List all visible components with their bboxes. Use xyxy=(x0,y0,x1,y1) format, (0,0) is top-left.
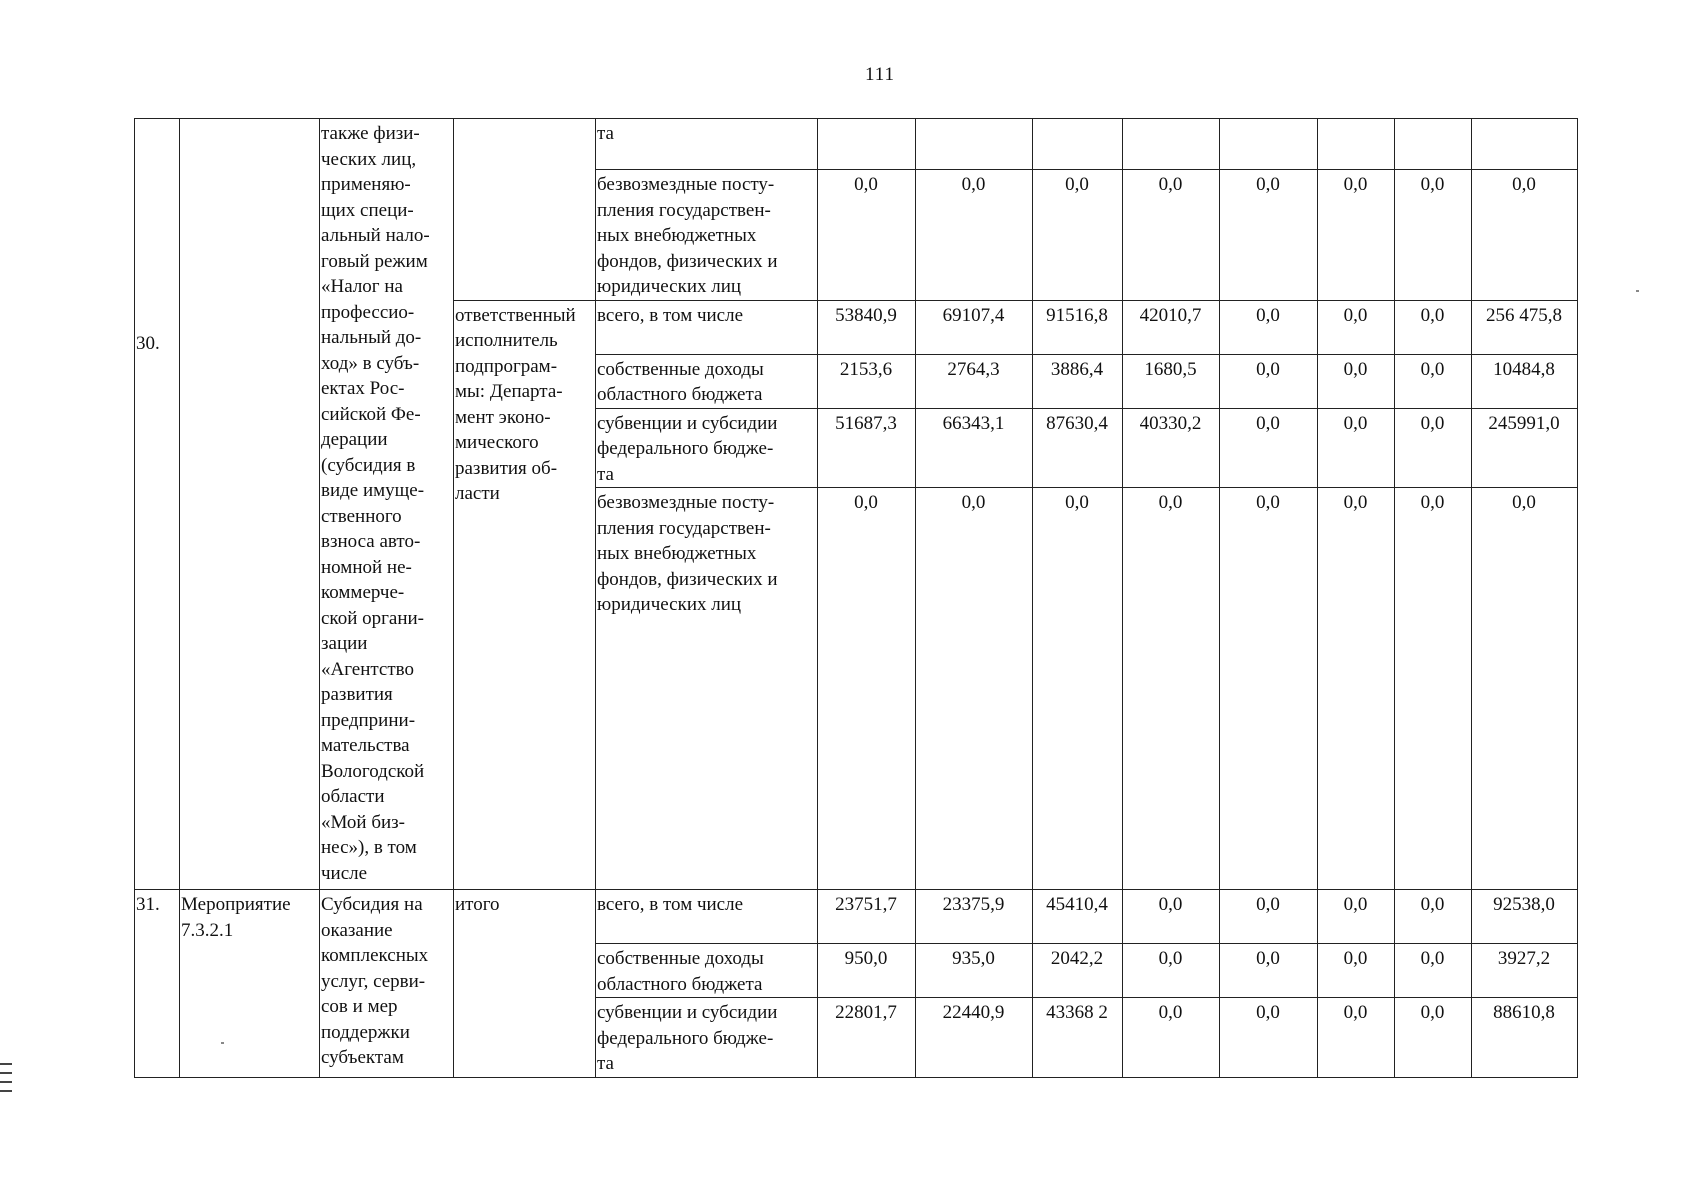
value-cell: 0,0 xyxy=(916,488,1033,890)
value-cell xyxy=(818,119,916,170)
value-cell: 0,0 xyxy=(1472,488,1578,890)
value-cell: 0,0 xyxy=(1123,170,1220,301)
table-row xyxy=(135,119,1578,170)
row-number: 30. xyxy=(136,332,160,354)
value-cell: 0,0 xyxy=(1220,998,1318,1078)
value-cell: 0,0 xyxy=(1220,944,1318,998)
value-cell: 0,0 xyxy=(818,170,916,301)
scan-mark xyxy=(0,1063,12,1065)
scan-mark xyxy=(0,1081,12,1083)
value-cell: 0,0 xyxy=(1220,488,1318,890)
value-cell: 23375,9 xyxy=(916,890,1033,944)
row-number-cell xyxy=(135,119,180,890)
source-label: собственные доходы областного бюджета xyxy=(596,354,818,408)
value-cell: 0,0 xyxy=(818,488,916,890)
value-cell: 245991,0 xyxy=(1472,408,1578,488)
value-cell: 3886,4 xyxy=(1033,354,1123,408)
value-cell: 0,0 xyxy=(1220,170,1318,301)
value-cell: 0,0 xyxy=(1220,408,1318,488)
value-cell: 950,0 xyxy=(818,944,916,998)
responsible-cell: итого xyxy=(454,890,596,1078)
value-cell: 87630,4 xyxy=(1033,408,1123,488)
table-row xyxy=(135,890,1578,944)
value-cell xyxy=(1123,119,1220,170)
value-cell xyxy=(1395,119,1472,170)
responsible-cell: ответственный исполнитель подпрограм- мы: Департа- мент эконо- мического развития об- ласти xyxy=(454,300,596,890)
value-cell: 3927,2 xyxy=(1472,944,1578,998)
value-cell: 23751,7 xyxy=(818,890,916,944)
scan-speck xyxy=(1636,290,1639,292)
value-cell: 0,0 xyxy=(1395,354,1472,408)
value-cell: 42010,7 xyxy=(1123,300,1220,354)
value-cell: 0,0 xyxy=(1318,408,1395,488)
value-cell xyxy=(1033,119,1123,170)
value-cell: 0,0 xyxy=(1395,408,1472,488)
value-cell xyxy=(1318,119,1395,170)
value-cell: 0,0 xyxy=(1123,890,1220,944)
description-cell: Субсидия на оказание комплексных услуг, серви- сов и мер поддержки субъектам xyxy=(320,890,454,1078)
measure-cell: Мероприятие 7.3.2.1 xyxy=(180,890,320,1078)
value-cell: 0,0 xyxy=(1395,300,1472,354)
value-cell: 2764,3 xyxy=(916,354,1033,408)
value-cell: 0,0 xyxy=(1395,944,1472,998)
page-number: 111 xyxy=(864,64,896,85)
value-cell: 22440,9 xyxy=(916,998,1033,1078)
measure-cell xyxy=(180,119,320,890)
budget-table xyxy=(134,118,1578,1078)
responsible-cell xyxy=(454,119,596,301)
scan-speck xyxy=(221,1042,224,1044)
value-cell: 91516,8 xyxy=(1033,300,1123,354)
source-label: собственные доходы областного бюджета xyxy=(596,944,818,998)
scan-mark xyxy=(0,1072,12,1074)
source-label: субвенции и субсидии федерального бюдже- та xyxy=(596,408,818,488)
value-cell: 66343,1 xyxy=(916,408,1033,488)
value-cell: 0,0 xyxy=(1220,354,1318,408)
source-label: всего, в том числе xyxy=(596,890,818,944)
value-cell: 53840,9 xyxy=(818,300,916,354)
description-cell: также физи- ческих лиц, применяю- щих специ- альный нало- говый режим «Налог на профессио- нальный до- ход» в субъ- ектах Рос- сийской Фе- дерации (субсидия в виде имуще- ственного взноса авто- номной не- коммерче- ской органи- зации «Агентство развития предприни- мательства Вологодской области «Мой биз- нес»), в том числе xyxy=(320,119,454,890)
value-cell: 45410,4 xyxy=(1033,890,1123,944)
value-cell: 0,0 xyxy=(1033,488,1123,890)
scan-mark xyxy=(0,1090,12,1092)
value-cell: 0,0 xyxy=(1318,170,1395,301)
value-cell: 22801,7 xyxy=(818,998,916,1078)
value-cell: 88610,8 xyxy=(1472,998,1578,1078)
source-label: безвозмездные посту- пления государствен- ных внебюджетных фондов, физических и юридических лиц xyxy=(596,170,818,301)
value-cell: 1680,5 xyxy=(1123,354,1220,408)
source-label: всего, в том числе xyxy=(596,300,818,354)
value-cell: 0,0 xyxy=(1318,890,1395,944)
value-cell: 0,0 xyxy=(1220,300,1318,354)
value-cell: 0,0 xyxy=(1220,890,1318,944)
source-label: субвенции и субсидии федерального бюдже- та xyxy=(596,998,818,1078)
value-cell: 10484,8 xyxy=(1472,354,1578,408)
value-cell: 51687,3 xyxy=(818,408,916,488)
value-cell: 0,0 xyxy=(1395,890,1472,944)
value-cell: 43368 2 xyxy=(1033,998,1123,1078)
value-cell: 0,0 xyxy=(1318,300,1395,354)
value-cell: 0,0 xyxy=(1395,170,1472,301)
value-cell: 92538,0 xyxy=(1472,890,1578,944)
value-cell: 0,0 xyxy=(1472,170,1578,301)
value-cell: 935,0 xyxy=(916,944,1033,998)
value-cell: 0,0 xyxy=(1123,998,1220,1078)
value-cell xyxy=(916,119,1033,170)
value-cell: 0,0 xyxy=(1395,998,1472,1078)
value-cell: 69107,4 xyxy=(916,300,1033,354)
value-cell: 0,0 xyxy=(1123,488,1220,890)
value-cell: 0,0 xyxy=(1395,488,1472,890)
value-cell: 0,0 xyxy=(916,170,1033,301)
value-cell: 2153,6 xyxy=(818,354,916,408)
value-cell xyxy=(1220,119,1318,170)
source-label: безвозмездные посту- пления государствен- ных внебюджетных фондов, физических и юридических лиц xyxy=(596,488,818,890)
value-cell: 0,0 xyxy=(1318,998,1395,1078)
value-cell: 0,0 xyxy=(1123,944,1220,998)
value-cell: 256 475,8 xyxy=(1472,300,1578,354)
value-cell: 0,0 xyxy=(1033,170,1123,301)
value-cell: 40330,2 xyxy=(1123,408,1220,488)
value-cell: 0,0 xyxy=(1318,944,1395,998)
row-number: 31. xyxy=(135,890,180,1078)
source-label: та xyxy=(596,119,818,170)
value-cell: 0,0 xyxy=(1318,354,1395,408)
value-cell: 2042,2 xyxy=(1033,944,1123,998)
value-cell: 0,0 xyxy=(1318,488,1395,890)
value-cell xyxy=(1472,119,1578,170)
